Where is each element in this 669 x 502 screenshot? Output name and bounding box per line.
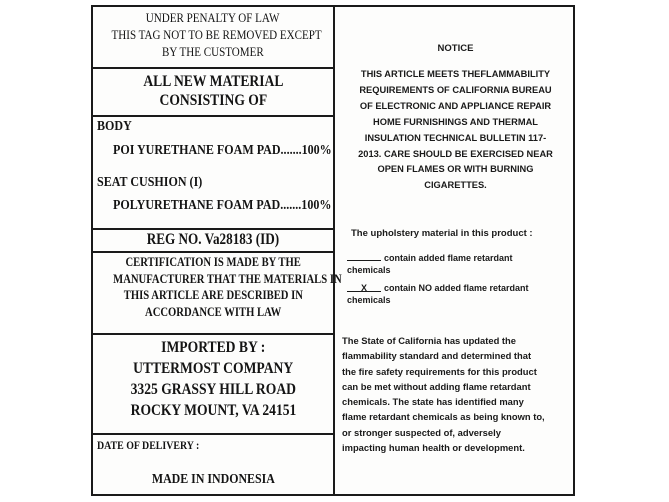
notice-line: INSULATION TECHNICAL BULLETIN 117-: [364, 132, 547, 143]
notice-line: 2013. CARE SHOULD BE EXERCISED NEAR: [358, 148, 553, 159]
penalty-line: BY THE CUSTOMER: [162, 44, 264, 59]
notice-line: OF ELECTRONIC AND APPLIANCE REPAIR: [359, 100, 552, 111]
certification-line: ACCORDANCE WITH LAW: [144, 304, 282, 319]
statement-line: or stronger suspected of, adversely: [342, 426, 501, 438]
option-text: chemicals: [347, 265, 391, 275]
statement-line: chemicals. The state has identified many: [342, 396, 524, 408]
upholstery-heading: The upholstery material in this product :: [351, 228, 533, 239]
importer-block: [93, 337, 333, 421]
imported-by-label: IMPORTED BY :: [160, 339, 266, 356]
notice-title: NOTICE: [437, 43, 474, 54]
divider: [91, 228, 335, 230]
option-no-retardant: [347, 282, 567, 306]
new-material-line: CONSISTING OF: [159, 92, 267, 109]
certification-line: THIS ARTICLE ARE DESCRIBED IN: [123, 288, 303, 302]
notice-line: THIS ARTICLE MEETS THEFLAMMABILITY: [360, 69, 551, 79]
company-address: 3325 GRASSY HILL ROAD: [130, 381, 296, 398]
notice-line: HOME FURNISHINGS AND THERMAL: [373, 116, 538, 127]
made-in-text: MADE IN INDONESIA: [151, 472, 275, 487]
statement-line: flame retardant chemicals as being known to,: [342, 411, 545, 423]
option-text: chemicals: [347, 295, 391, 305]
california-statement: [342, 333, 574, 455]
notice-line: CIGARETTES.: [424, 180, 487, 191]
penalty-line: THIS TAG NOT TO BE REMOVED EXCEPT: [111, 27, 322, 42]
statement-line: impacting human health or development.: [342, 442, 525, 454]
divider: [91, 433, 335, 435]
divider: [91, 115, 335, 117]
divider: [91, 333, 335, 335]
statement-line: the fire safety requirements for this product: [342, 365, 537, 377]
penalty-notice: [93, 9, 333, 60]
seat-cushion-content: POLYURETHANE FOAM PAD.......100%: [113, 198, 332, 213]
registration-number: [93, 231, 333, 249]
notice-line: OPEN FLAMES OR WITH BURNING: [377, 164, 534, 175]
checkbox-blank: [347, 251, 381, 261]
statement-line: flammability standard and determined that: [342, 350, 532, 362]
new-material-heading: [93, 72, 333, 110]
penalty-line: UNDER PENALTY OF LAW: [146, 10, 280, 25]
company-city: ROCKY MOUNT, VA 24151: [130, 402, 296, 419]
notice-line: REQUIREMENTS OF CALIFORNIA BUREAU: [359, 84, 552, 95]
certification-line: CERTIFICATION IS MADE BY THE: [125, 255, 301, 269]
seat-cushion-label: SEAT CUSHION (I): [97, 175, 203, 190]
certification-statement: [93, 254, 342, 320]
certification-line: MANUFACTURER THAT THE MATERIALS IN: [113, 271, 342, 286]
divider: [91, 251, 335, 253]
option-added-retardant: [347, 251, 567, 276]
statement-line: The State of California has updated the: [342, 335, 516, 346]
date-of-delivery: [97, 440, 337, 452]
option-text: contain added flame retardant: [384, 253, 513, 263]
divider: [91, 67, 335, 69]
checkbox-marked: X: [347, 282, 381, 292]
country-of-origin: [93, 472, 333, 488]
date-of-delivery-label: DATE OF DELIVERY :: [97, 440, 200, 452]
statement-line: can be met without adding flame retardant: [342, 380, 531, 392]
body-label: BODY: [97, 119, 132, 134]
reg-no-text: REG NO. Va28183 (ID): [146, 231, 280, 248]
new-material-line: ALL NEW MATERIAL: [142, 73, 284, 90]
notice-text: [337, 67, 574, 194]
company-name: UTTERMOST COMPANY: [132, 360, 294, 377]
body-content: POI YURETHANE FOAM PAD.......100%: [113, 143, 332, 158]
option-text: contain NO added flame retardant: [384, 283, 529, 293]
